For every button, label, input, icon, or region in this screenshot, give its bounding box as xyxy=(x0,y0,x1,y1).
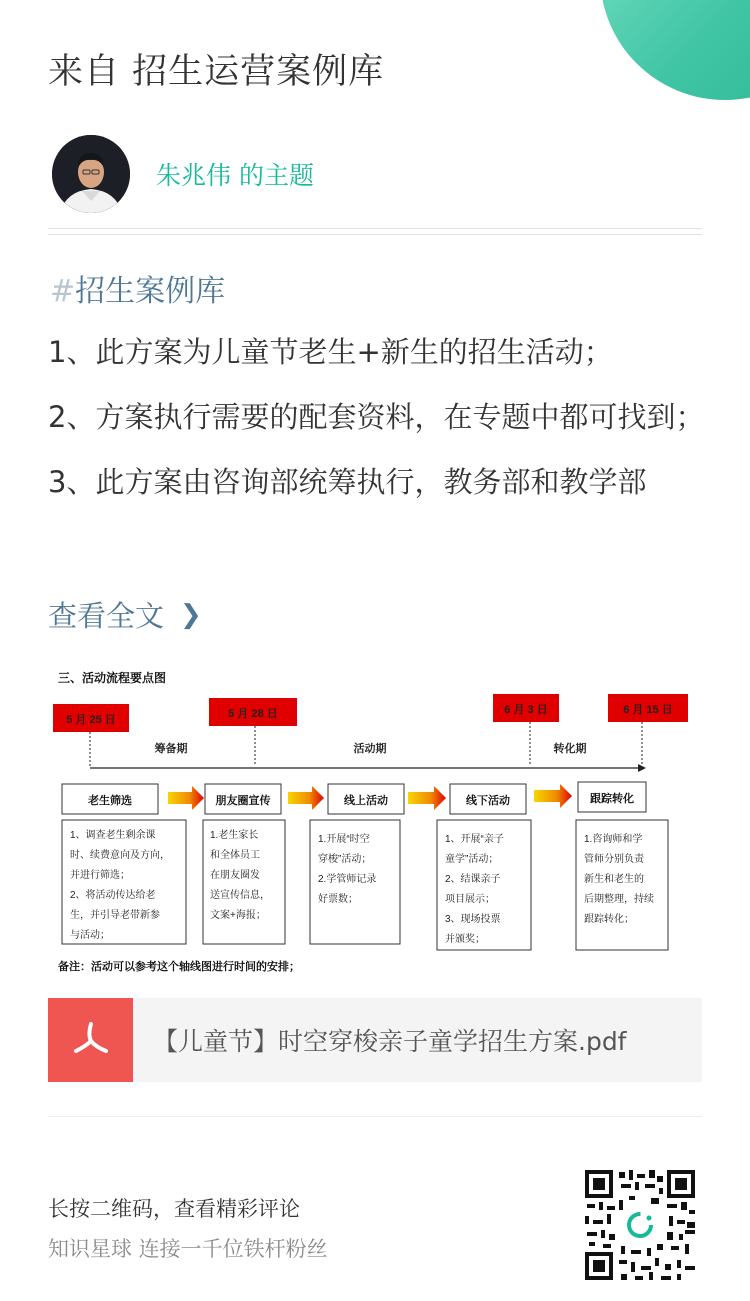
detail-line: 童学”活动； xyxy=(445,854,499,865)
detail-line: 生，并引导老带新参 xyxy=(70,910,160,921)
date-tag xyxy=(608,694,688,722)
detail-line: 和全体员工 xyxy=(210,850,260,861)
detail-line: 后期整理，持续 xyxy=(584,894,654,905)
detail-line: 好票数； xyxy=(318,894,358,905)
qr-code[interactable] xyxy=(585,1170,695,1280)
source-title: 来自 招生运营案例库 xyxy=(48,52,385,92)
timeline-arrowhead xyxy=(638,764,646,772)
detail-box xyxy=(576,820,668,950)
hash-symbol: # xyxy=(50,274,76,309)
flow-section-title: 三、活动流程要点图 xyxy=(58,671,167,685)
detail-line: 在朋友圈发 xyxy=(210,870,260,881)
date-label: 5 月 28 日 xyxy=(228,708,278,720)
pdf-file-name: 【儿童节】时空穿梭亲子童学招生方案.pdf xyxy=(153,1027,627,1056)
detail-line: 1.开展“时空 xyxy=(318,834,370,845)
post-line: 1、此方案为儿童节老生+新生的招生活动； xyxy=(48,335,613,369)
detail-line: 管师分别负责 xyxy=(584,854,644,865)
detail-line: 穿梭”活动； xyxy=(318,854,372,865)
qr-prompt: 长按二维码，查看精彩评论 xyxy=(48,1197,300,1221)
pdf-icon xyxy=(48,998,133,1082)
detail-box xyxy=(310,820,400,944)
date-tag xyxy=(53,704,129,732)
period-label: 活动期 xyxy=(353,743,387,755)
post-line: 2、方案执行需要的配套资料，在专题中都可找到； xyxy=(48,400,705,434)
date-label: 5 月 25 日 xyxy=(66,714,116,726)
detail-line: 跟踪转化； xyxy=(584,914,634,925)
detail-line: 与活动； xyxy=(70,930,110,941)
slogan: 知识星球 连接一千位铁杆粉丝 xyxy=(48,1237,328,1261)
detail-line: 3、现场投票 xyxy=(445,914,501,925)
post-body xyxy=(48,320,708,515)
detail-line: 2、将活动传达给老 xyxy=(70,890,156,901)
period-label: 筹备期 xyxy=(154,743,188,755)
corner-decoration xyxy=(600,0,750,100)
date-label: 6 月 3 日 xyxy=(504,704,548,716)
detail-line: 时、续费意向及方向， xyxy=(70,850,170,861)
step-box xyxy=(450,784,526,814)
detail-line: 新生和老生的 xyxy=(584,874,644,885)
avatar[interactable] xyxy=(52,135,130,213)
detail-line: 项目展示； xyxy=(445,894,495,905)
detail-box xyxy=(62,820,186,944)
detail-line: 并颁奖； xyxy=(445,934,485,945)
step-label: 线上活动 xyxy=(344,795,388,807)
date-tag xyxy=(209,698,297,726)
step-box xyxy=(205,784,281,814)
footer-divider xyxy=(48,1116,702,1117)
chevron-right-icon: ❯ xyxy=(180,599,202,630)
detail-line: 并进行筛选； xyxy=(70,870,130,881)
step-label: 跟踪转化 xyxy=(590,793,634,805)
step-label: 朋友圈宣传 xyxy=(215,795,271,807)
author-row[interactable] xyxy=(52,134,314,214)
period-label: 转化期 xyxy=(553,743,587,755)
detail-line: 1.咨询师和学 xyxy=(584,834,643,845)
step-box xyxy=(328,784,404,814)
date-tag xyxy=(493,694,559,722)
detail-line: 送宣传信息， xyxy=(210,890,270,901)
detail-line: 2、结课亲子 xyxy=(445,874,501,885)
detail-line: 文案+海报； xyxy=(210,910,266,921)
pdf-attachment[interactable] xyxy=(48,998,702,1082)
detail-line: 2.学管师记录 xyxy=(318,874,377,885)
post-line: 3、此方案由咨询部统筹执行，教务部和教学部 xyxy=(48,465,647,499)
author-topic-link[interactable]: 朱兆伟 的主题 xyxy=(156,161,314,190)
detail-box xyxy=(203,820,285,944)
step-box xyxy=(62,784,158,814)
step-box xyxy=(578,782,646,812)
detail-box xyxy=(437,820,531,950)
read-more-link[interactable] xyxy=(48,594,202,635)
activity-flow-image[interactable] xyxy=(48,660,702,976)
hashtag-link[interactable] xyxy=(50,266,225,310)
header-divider xyxy=(48,228,702,235)
date-label: 6 月 15 日 xyxy=(623,704,673,716)
detail-line: 1、开展“亲子 xyxy=(445,834,504,845)
detail-line: 1.老生家长 xyxy=(210,830,259,841)
hashtag-label: 招生案例库 xyxy=(75,274,226,309)
flow-note: 备注：活动可以参考这个轴线图进行时间的安排； xyxy=(58,961,300,973)
step-label: 老生筛选 xyxy=(88,795,132,807)
read-more-label: 查看全文 xyxy=(48,599,165,633)
detail-line: 1、调查老生剩余课 xyxy=(70,830,156,841)
step-label: 线下活动 xyxy=(466,795,510,807)
